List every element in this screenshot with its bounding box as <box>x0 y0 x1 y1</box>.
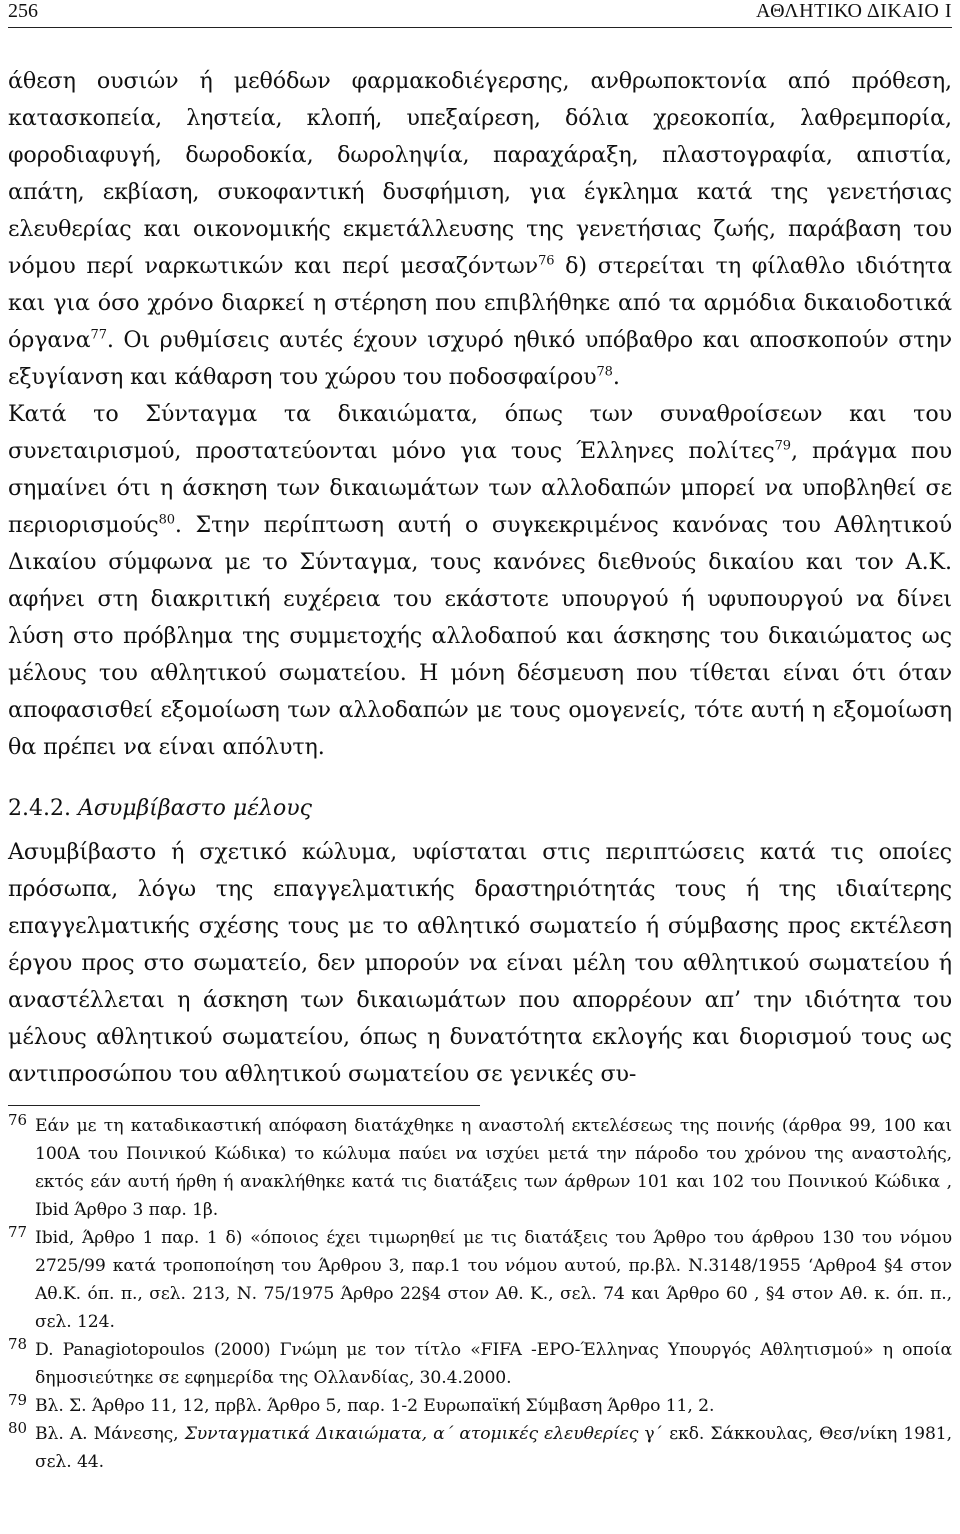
footnote-text: D. Panagiotopoulos (2000) Γνώμη με τον τίτλο «FIFA -ΕΡΟ-Έλληνας Υπουργός Αθλητισμού» η οποία δημοσιεύτηκε σε εφημερίδα της Ολλανδίας, 30.4.2000. <box>35 1340 952 1388</box>
footnote-ref-76[interactable]: 76 <box>538 253 555 269</box>
footnote-separator <box>8 1105 480 1106</box>
paragraph-1 <box>8 63 952 396</box>
section-number: 2.4.2. <box>8 796 71 821</box>
footnote-text-post: γ΄ εκδ. Σάκκουλας, Θεσ/νίκη 1981, σελ. 44. <box>35 1424 952 1472</box>
cited-book-title: Συνταγματικά Δικαιώματα, α΄ ατομικές ελευθερίες <box>184 1424 639 1444</box>
footnote-77 <box>8 1224 952 1336</box>
paragraph-1-text-a: άθεση ουσιών ή μεθόδων φαρμακοδιέγερσης, ανθρωποκτονία από πρόθεση, κατασκοπεία, ληστεία, κλοπή, υπεξαίρεση, δόλια χρεοκοπία, λαθρεμπορία, φοροδιαφυγή, δωροδοκία, δωροληψία, παραχάραξη, πλαστογραφία, απιστία, απάτη, εκβίαση, συκοφαντική δυσφήμιση, για έγκλημα κατά της γενετήσιας ελευθερίας και οικονομικής εκμετάλλευσης της γενετήσιας ζωής, παράβαση του νόμου περί ναρκωτικών και περί μεσαζόντων <box>8 68 952 279</box>
paragraph-1-text-b: δ) στερείται τη φίλαθλο ιδιότητα και για όσο χρόνο διαρκεί η στέρηση που επιβλήθηκε από τα αρμόδια δικαιοδοτικά όργανα <box>8 253 952 353</box>
paragraph-1-text-d: . <box>612 364 620 390</box>
footnote-ref-78[interactable]: 78 <box>596 364 613 380</box>
footnote-text: Ibid, Άρθρο 1 παρ. 1 δ) «όποιος έχει τιμωρηθεί με τις διατάξεις του Άρθρο του άρθρου 130 του νόμου 2725/99 κατά τροποποίηση του Άρθρου 3, παρ.1 του νόμου αυτού, πρ.βλ. Ν.3148/1955 ‘Αρθρο4 §4 στον Αθ.Κ. όπ. π., σελ. 213, Ν. 75/1975 Άρθρο 22§4 στον Αθ. Κ., σελ. 74 και Άρθρο 60 , §4 στον Αθ. κ. όπ. π., σελ. 124. <box>35 1228 952 1332</box>
footnote-number: 76 <box>8 1111 27 1129</box>
paragraph-3 <box>8 834 952 1093</box>
footnotes <box>8 1112 952 1476</box>
running-title: ΑΘΛΗΤΙΚΟ ΔΙΚΑΙΟ Ι <box>755 0 952 22</box>
footnote-number: 77 <box>8 1223 27 1241</box>
footnote-text-pre: Βλ. Α. Μάνεσης, <box>35 1424 185 1444</box>
footnote-text: Βλ. Σ. Άρθρο 11, 12, πρβλ. Άρθρο 5, παρ. 1-2 Ευρωπαϊκή Σύμβαση Άρθρο 11, 2. <box>35 1396 715 1416</box>
footnote-78 <box>8 1336 952 1392</box>
footnote-ref-80[interactable]: 80 <box>158 512 175 528</box>
section-heading <box>8 794 312 824</box>
footnote-text: Εάν με τη καταδικαστική απόφαση διατάχθηκε η αναστολή εκτελέσεως της ποινής (άρθρα 99, 100 και 100Α του Ποινικού Κώδικα) το κώλυμα παύει να ισχύει μετά την πάροδο του χρόνου της αναστολής, εκτός εάν αυτή ήρθη ή ανακλήθηκε κατά τις διατάξεις των άρθρων 101 και 102 του Ποινικού Κώδικα , Ibid Άρθρο 3 παρ. 1β. <box>35 1116 952 1220</box>
footnote-76 <box>8 1112 952 1224</box>
paragraph-3-text: Ασυμβίβαστο ή σχετικό κώλυμα, υφίσταται στις περιπτώσεις κατά τις οποίες πρόσωπα, λόγω της επαγγελματικής δραστηριότητάς τους ή της ιδιαίτερης επαγγελματικής σχέσης τους με το αθλητικό σωματείο ή σύμβασης προς εκτέλεση έργου προς στο σωματείο, δεν μπορούν να είναι μέλη του αθλητικού σωματείου ή αναστέλλεται η άσκηση των δικαιωμάτων που απορρέουν απ’ την ιδιότητα του μέλους αθλητικού σωματείου, όπως η δυνατότητα εκλογής και διορισμού τους ως αντιπροσώπου του αθλητικού σωματείου σε γενικές συ- <box>8 839 952 1087</box>
paragraph-1-text-c: . Οι ρυθμίσεις αυτές έχουν ισχυρό ηθικό υπόβαθρο και αποσκοπούν στην εξυγίανση και κάθαρση του χώρου του ποδοσφαίρου <box>8 327 952 390</box>
footnote-80 <box>8 1420 952 1476</box>
footnote-number: 79 <box>8 1391 27 1409</box>
paragraph-2 <box>8 396 952 766</box>
footnote-number: 78 <box>8 1335 27 1353</box>
paragraph-2-text-a: Κατά το Σύνταγμα τα δικαιώματα, όπως των συναθροίσεων και του συνεταιρισμού, προστατεύονται μόνο για τους Έλληνες πολίτες <box>8 401 952 464</box>
footnote-ref-77[interactable]: 77 <box>90 327 107 343</box>
paragraph-2-text-c: . Στην περίπτωση αυτή ο συγκεκριμένος κανόνας του Αθλητικού Δικαίου σύμφωνα με το Σύνταγμα, τους κανόνες διεθνούς δικαίου και τον Α.Κ. αφήνει στη διακριτική ευχέρεια του εκάστοτε υπουργού ή υφυπουργού να δίνει λύση στο πρόβλημα της συμμετοχής αλλοδαπού και άσκησης του δικαιώματος ως μέλους του αθλητικού σωματείου. Η μόνη δέσμευση που τίθεται είναι ότι όταν αποφασισθεί εξομοίωση των αλλοδαπών με τους ομογενείς, τότε αυτή η εξομοίωση θα πρέπει να είναι απόλυτη. <box>8 512 952 760</box>
page-header <box>8 0 952 28</box>
paragraph-2-text-b: , πράγμα που σημαίνει ότι η άσκηση των δικαιωμάτων των αλλοδαπών μπορεί να υποβληθεί σε περιορισμούς <box>8 438 952 538</box>
footnote-ref-79[interactable]: 79 <box>774 438 791 454</box>
page-number: 256 <box>8 0 38 22</box>
footnote-79 <box>8 1392 952 1420</box>
section-title: Ασυμβίβαστο μέλους <box>77 796 312 821</box>
footnote-number: 80 <box>8 1419 27 1437</box>
